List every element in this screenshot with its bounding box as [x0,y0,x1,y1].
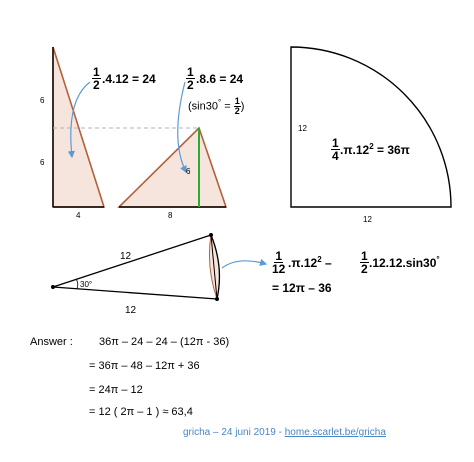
fig2-formula-fraction: $\frac{1}{2}$ [187,65,194,92]
fig4-result: = 12π – 36 [272,281,332,295]
answer-line-4: = 12 ( 2π – 1 ) ≈ 63,4 [89,406,193,418]
fig2-sine-note: (sin30° = $\frac{1}{2}$ ) [188,96,245,116]
fig4-side-label: 12 [120,251,132,262]
angle-arc [76,279,78,289]
fig3-formula: $.\pi.12^2 = 36\pi$ [340,142,410,157]
fig2-triangle [119,128,226,207]
fig1-height-top-label: 6 [40,96,45,105]
fig4-arrow [222,261,266,268]
fig4-angle-label: 30° [80,280,93,289]
answer-line-1: 36π – 24 – 24 – (12π - 36) [99,336,230,348]
fig1-base-label: 4 [76,211,81,220]
fig2-formula: .8.6 = 24 [196,72,244,86]
credit-line [183,427,386,438]
fig2-height-label: 6 [186,167,191,176]
fig1-formula: .4.12 = 24 [102,72,156,86]
fig4-apex-dot [51,285,55,289]
fig1-formula-fraction: $\frac{1}{2}$ [93,65,100,92]
fig4-formula-fraction-1: $\frac{1}{12}$ [272,249,286,276]
fig3-formula-fraction: $\frac{1}{4}$ [332,136,339,163]
fig4-formula-part-2: .12.12.sin30° [369,255,440,270]
answer-line-2: = 36π – 48 – 12π + 36 [89,360,200,372]
answer-label: Answer : [30,336,73,348]
answer-line-3: = 24π – 12 [89,384,143,396]
credit-link[interactable]: home.scarlet.be/gricha [284,427,386,438]
fig4-upper-side [53,235,211,287]
fig4-formula-fraction-2: $\frac{1}{2}$ [361,249,368,276]
fig4-top-dot [209,233,213,237]
fig2-base-label: 8 [168,211,173,220]
fig4-formula-part-1: $.\pi.12^2$ – [288,255,332,270]
fig3-side-label: 12 [298,124,307,133]
fig3-base-label: 12 [363,215,372,224]
fig1-height-bottom-label: 6 [40,158,45,167]
fig4-lower-side [53,287,217,299]
quarter-circle [291,47,451,207]
credit-text: gricha – 24 juni 2019 - [183,427,285,438]
fig4-bottom-dot [215,297,219,301]
fig4-base-label: 12 [125,305,137,316]
